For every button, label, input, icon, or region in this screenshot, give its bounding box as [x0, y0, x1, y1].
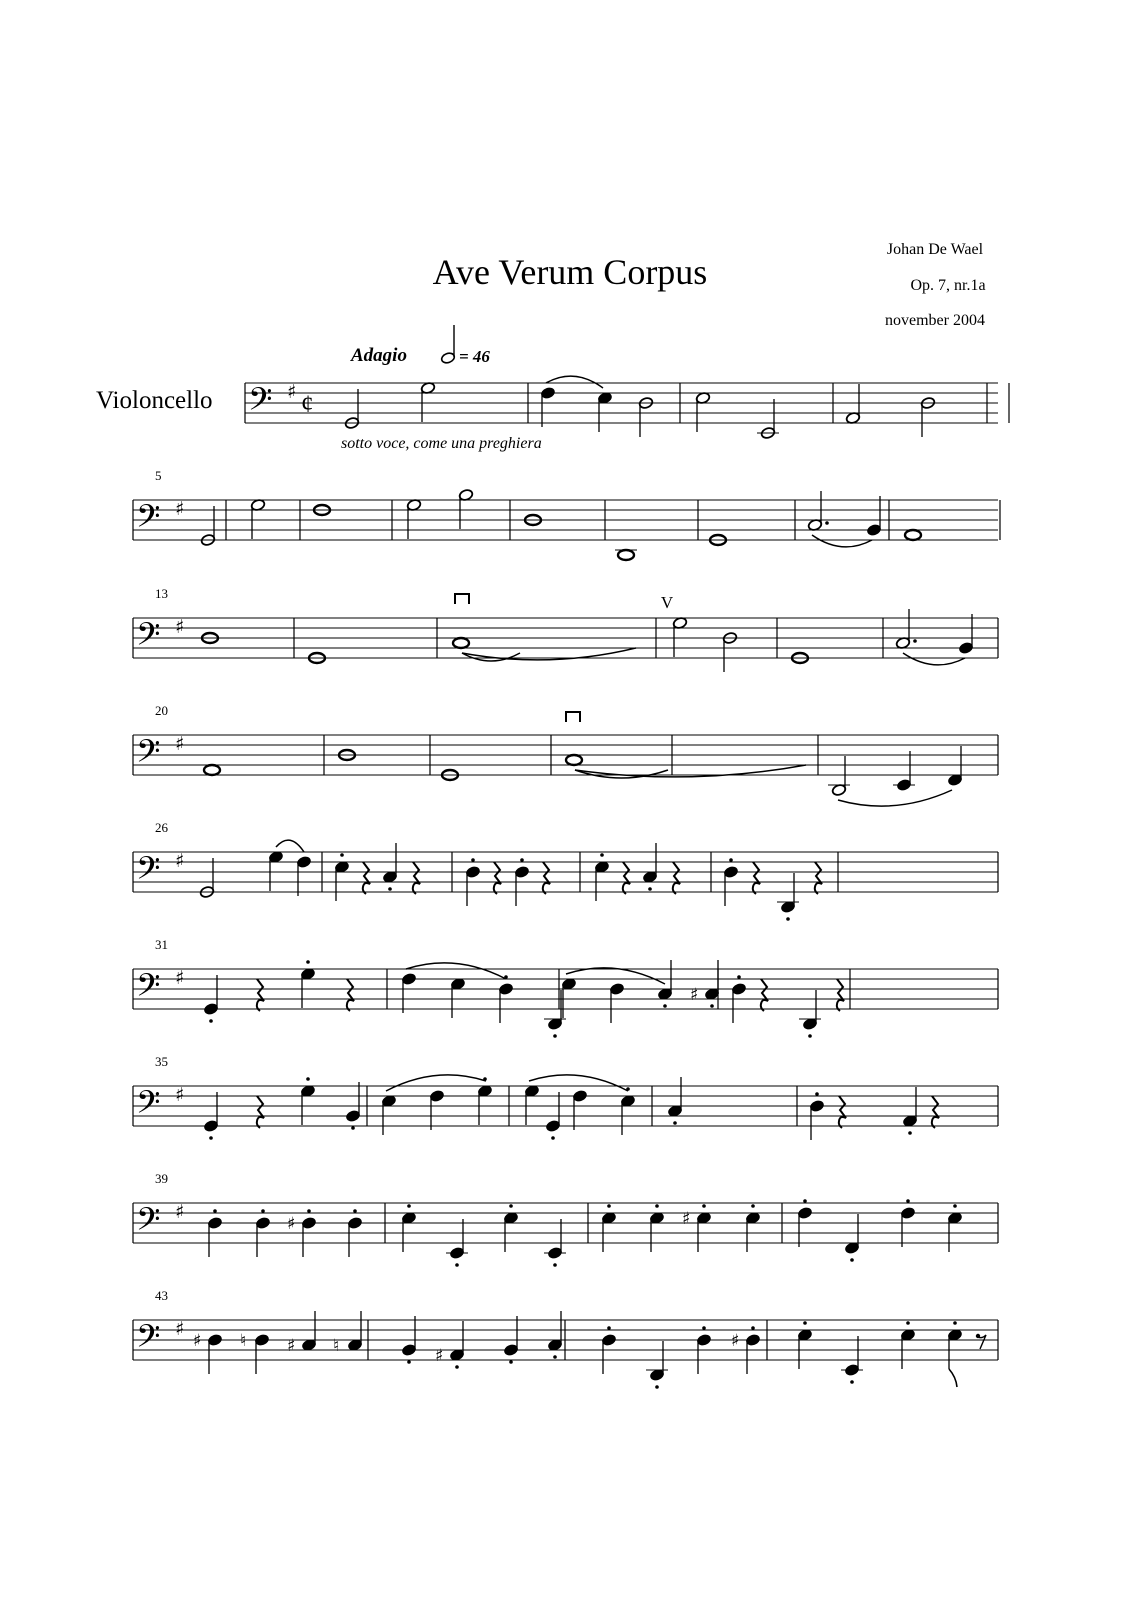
staccato-dot: [906, 1321, 910, 1325]
note: [695, 391, 710, 432]
sharp-icon: ♯: [287, 1214, 296, 1234]
note: [845, 384, 860, 425]
bass-clef-icon: 𝄢: [136, 498, 161, 542]
bass-clef-icon: 𝄢: [136, 967, 161, 1011]
staccato-dot: [607, 1204, 611, 1208]
note: [333, 1311, 363, 1356]
staccato-dot: [353, 1209, 357, 1213]
note: [618, 550, 634, 560]
note: [296, 855, 311, 896]
eighth-rest-stem: [978, 1335, 986, 1349]
staff-system: [133, 586, 998, 660]
staccato-dot: [850, 1258, 854, 1262]
note: [406, 498, 421, 539]
staccato-dot: [953, 1204, 957, 1208]
staccato-dot: [455, 1365, 459, 1369]
note: [682, 1204, 712, 1252]
measure-number: 5: [155, 468, 162, 483]
bass-clef-icon: 𝄢: [136, 1318, 161, 1362]
note: [649, 1204, 664, 1252]
note: [477, 1077, 492, 1125]
augmentation-dot: [825, 521, 829, 525]
staccato-dot: [702, 1326, 706, 1330]
staccato-dot: [509, 1360, 513, 1364]
slur: [406, 963, 506, 979]
note: [450, 977, 465, 1018]
note: [667, 1077, 682, 1125]
staccato-dot: [471, 858, 475, 862]
note: [895, 609, 916, 650]
down-bow-icon: [566, 712, 580, 722]
staccato-dot: [407, 1360, 411, 1364]
quarter-rest-icon: [257, 1096, 264, 1128]
measure-number: 31: [155, 937, 168, 952]
note: [797, 1321, 812, 1369]
quarter-rest-icon: [932, 1096, 939, 1128]
bass-clef-icon: 𝄢: [136, 1201, 161, 1245]
staccato-dot: [455, 1263, 459, 1267]
slur: [903, 653, 965, 665]
sharp-icon: ♯: [690, 985, 699, 1005]
slur: [529, 1075, 628, 1091]
staccato-dot: [663, 1004, 667, 1008]
quarter-rest-icon: [347, 979, 354, 1011]
quarter-rest-icon: [815, 862, 822, 894]
note: [250, 498, 265, 539]
quarter-rest-icon: [363, 862, 370, 894]
sharp-icon: ♯: [682, 1209, 691, 1229]
note: [866, 496, 881, 537]
staccato-dot: [520, 858, 524, 862]
note: [902, 1087, 917, 1135]
composer-name: Johan De Wael: [886, 241, 984, 258]
staccato-dot: [307, 1209, 311, 1213]
expression-text: sotto voce, come una preghiera: [341, 435, 542, 452]
staccato-dot: [803, 1199, 807, 1203]
note: [594, 853, 609, 901]
music-notes: [193, 381, 974, 1388]
staccato-dot: [553, 1355, 557, 1359]
key-signature-sharp-icon: ♯: [175, 498, 185, 520]
note: [609, 982, 624, 1023]
bass-clef-icon: 𝄢: [136, 1084, 161, 1128]
tempo-half-note-icon: [440, 325, 455, 364]
note: [453, 638, 469, 648]
quarter-rest-icon: [673, 862, 680, 894]
note: [240, 1331, 270, 1374]
staccato-dot: [673, 1121, 677, 1125]
bass-clef-icon: 𝄢: [136, 616, 161, 660]
instrument-name: Violoncello: [96, 387, 213, 414]
note: [503, 1204, 518, 1252]
measure-number: 39: [155, 1171, 168, 1186]
note: [540, 386, 555, 427]
note: [745, 1204, 760, 1252]
quarter-rest-icon: [837, 979, 844, 1011]
staccato-dot: [553, 1263, 557, 1267]
staccato-dot: [655, 1385, 659, 1389]
staccato-dot: [803, 1321, 807, 1325]
note: [905, 530, 921, 540]
note: [947, 1321, 962, 1387]
key-signature-sharp-icon: ♯: [175, 616, 185, 638]
quarter-rest-icon: [494, 862, 501, 894]
note: [204, 765, 220, 775]
slur: [812, 535, 872, 547]
down-bow-icon: [455, 594, 469, 604]
note: [382, 843, 397, 891]
staccato-dot: [209, 1136, 213, 1140]
tempo-marking: Adagio: [351, 345, 407, 366]
measure-number: 26: [155, 820, 168, 835]
quarter-rest-icon: [753, 862, 760, 894]
measure-number: 35: [155, 1054, 168, 1069]
note: [780, 873, 795, 921]
staccato-dot: [710, 1004, 714, 1008]
note: [802, 990, 817, 1038]
sharp-icon: ♯: [435, 1346, 444, 1366]
note: [300, 960, 315, 1008]
staccato-dot: [953, 1321, 957, 1325]
staccato-dot: [509, 1204, 513, 1208]
sharp-icon: ♯: [193, 1331, 202, 1351]
slur: [276, 840, 304, 852]
composition-date: november 2004: [885, 312, 985, 329]
slur: [566, 968, 665, 984]
key-signature-sharp-icon: ♯: [175, 1084, 185, 1106]
staccato-dot: [553, 1034, 557, 1038]
note: [566, 755, 582, 765]
key-signature-sharp-icon: ♯: [175, 733, 185, 755]
natural-icon: ♮: [333, 1336, 340, 1356]
staff-system: [133, 1288, 998, 1362]
staccato-dot: [551, 1136, 555, 1140]
note: [287, 1311, 317, 1356]
note: [807, 491, 828, 532]
note: [844, 1214, 859, 1262]
staccato-dot: [908, 1131, 912, 1135]
note: [547, 990, 562, 1038]
staccato-dot: [729, 858, 733, 862]
cut-time-icon: ¢: [301, 391, 314, 418]
note: [547, 1311, 562, 1359]
quarter-rest-icon: [413, 862, 420, 894]
quarter-rest-icon: [257, 979, 264, 1011]
quarter-rest-icon: [839, 1096, 846, 1128]
key-signature-sharp-icon: ♯: [175, 1318, 185, 1340]
staccato-dot: [786, 917, 790, 921]
note-head: [453, 638, 469, 648]
augmentation-dot: [913, 639, 917, 643]
note: [690, 960, 720, 1008]
quarter-rest-icon: [543, 862, 550, 894]
note: [601, 1204, 616, 1252]
note-head: [204, 765, 220, 775]
staccato-dot: [306, 1077, 310, 1081]
note: [947, 1204, 962, 1252]
note: [958, 614, 973, 655]
note: [334, 853, 349, 901]
note: [947, 746, 962, 787]
staccato-dot: [213, 1209, 217, 1213]
note: [572, 1089, 587, 1130]
staccato-dot: [850, 1380, 854, 1384]
piece-title: Ave Verum Corpus: [432, 252, 708, 292]
note: [435, 1321, 465, 1369]
staccato-dot: [209, 1019, 213, 1023]
measure-number: 13: [155, 586, 168, 601]
note: [401, 972, 416, 1013]
note-flag: [949, 1369, 957, 1387]
note: [524, 1084, 539, 1125]
note: [642, 843, 657, 891]
staccato-dot: [737, 975, 741, 979]
staccato-dot: [388, 887, 392, 891]
quarter-rest-icon: [623, 862, 630, 894]
quarter-rest-icon: [761, 979, 768, 1011]
staccato-dot: [306, 960, 310, 964]
staff-system: [133, 820, 998, 894]
staccato-dot: [655, 1204, 659, 1208]
slur: [838, 790, 952, 806]
bass-clef-icon: 𝄢: [136, 850, 161, 894]
sharp-icon: ♯: [731, 1331, 740, 1351]
staccato-dot: [808, 1034, 812, 1038]
key-signature-sharp-icon: ♯: [175, 1201, 185, 1223]
staff-system: [245, 381, 1009, 425]
note-head: [905, 530, 921, 540]
staccato-dot: [340, 853, 344, 857]
note: [300, 1077, 315, 1125]
staccato-dot: [407, 1204, 411, 1208]
measure-number: 20: [155, 703, 168, 718]
key-signature-sharp-icon: ♯: [175, 850, 185, 872]
note: [268, 850, 283, 891]
note: [672, 616, 687, 657]
tempo-value: = 46: [459, 347, 490, 366]
note: [831, 756, 846, 797]
key-signature-sharp-icon: ♯: [287, 381, 297, 403]
bass-clef-icon: 𝄢: [136, 733, 161, 777]
staccato-dot: [261, 1209, 265, 1213]
note-head: [618, 550, 634, 560]
staccato-dot: [351, 1126, 355, 1130]
note: [620, 1087, 635, 1135]
staccato-dot: [751, 1326, 755, 1330]
note: [900, 1321, 915, 1369]
bass-clef-icon: 𝄢: [248, 381, 273, 425]
staccato-dot: [702, 1204, 706, 1208]
staccato-dot: [815, 1092, 819, 1096]
note: [561, 977, 576, 1018]
slur: [386, 1075, 486, 1091]
note: [420, 381, 435, 422]
note: [401, 1204, 416, 1252]
staccato-dot: [751, 1204, 755, 1208]
natural-icon: ♮: [240, 1331, 247, 1351]
sharp-icon: ♯: [287, 1336, 296, 1356]
staccato-dot: [600, 853, 604, 857]
note: [458, 488, 473, 529]
note-head: [566, 755, 582, 765]
slur: [546, 376, 603, 388]
staccato-dot: [648, 887, 652, 891]
staff-system: [133, 1171, 998, 1245]
staccato-dot: [906, 1199, 910, 1203]
measure-number: 43: [155, 1288, 168, 1303]
key-signature-sharp-icon: ♯: [175, 967, 185, 989]
note: [597, 391, 612, 432]
note: [896, 751, 911, 792]
opus-number: Op. 7, nr.1a: [910, 277, 986, 294]
staccato-dot: [607, 1326, 611, 1330]
note: [649, 1341, 664, 1389]
note: [193, 1331, 223, 1374]
note: [381, 1094, 396, 1135]
note: [429, 1089, 444, 1130]
up-bow-icon: V: [660, 593, 674, 612]
